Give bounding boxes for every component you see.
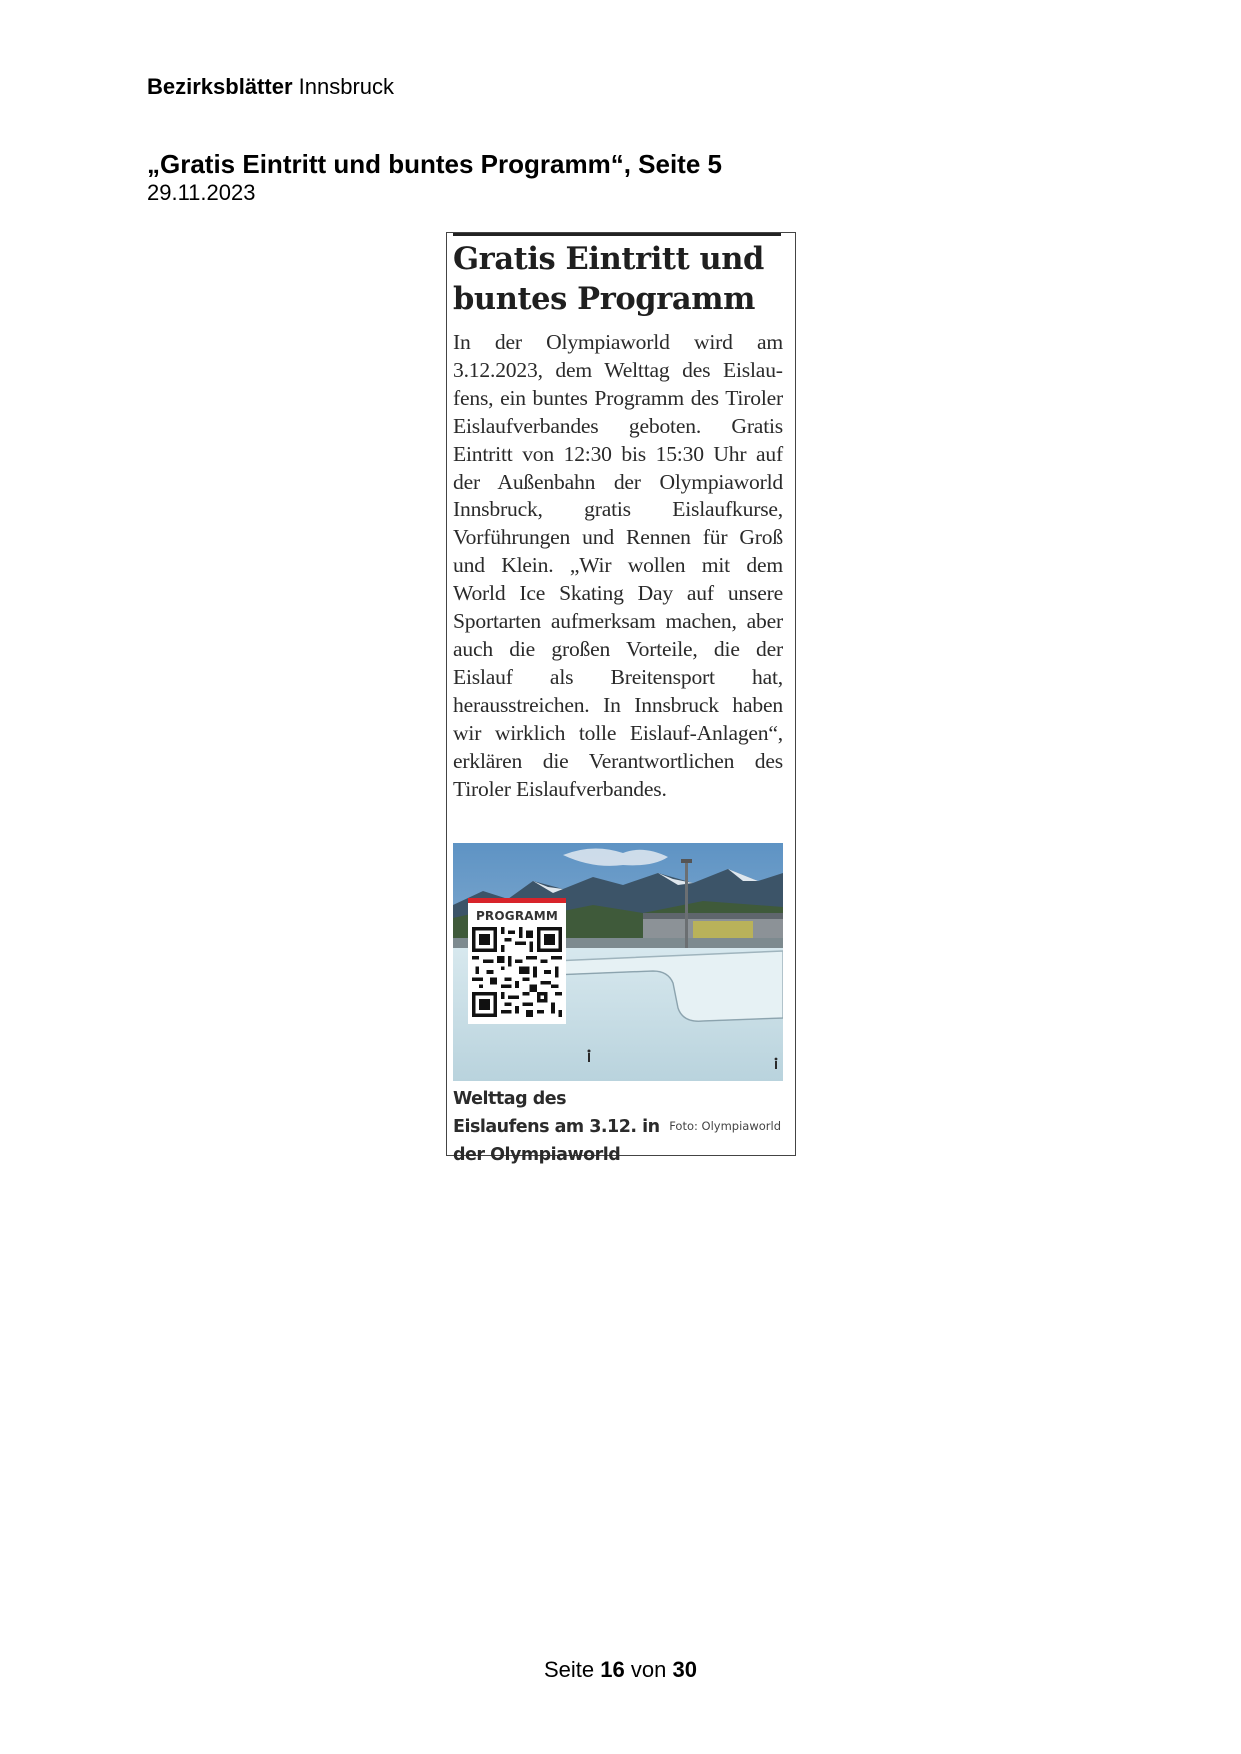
ice-rink-photo [453, 843, 783, 1081]
newspaper-clipping [446, 232, 796, 1165]
footer-prefix: Seite [544, 1657, 595, 1682]
publication-name: Bezirksblätter [147, 74, 293, 99]
publication-region: Innsbruck [298, 74, 395, 99]
headline-line-1: Gratis Eintritt und [453, 241, 764, 277]
photo-credit: Foto: Olympiaworld [669, 1119, 781, 1133]
photo-caption: Welttag des Eislaufens am 3.12. in der Olympiaworld [453, 1089, 660, 1165]
headline-line-2: buntes Programm [453, 281, 756, 317]
publication-source [147, 73, 394, 101]
programm-label: PROGRAMM [475, 909, 559, 923]
page-footer [0, 1656, 1241, 1684]
clipping-body-text: In der Olympiaworld wird am 3.12.2023, dem Welttag des Eislaufens, ein buntes Programm des Tiroler Eislaufverbandes geboten. Gratis Eintritt von 12:30 bis 15:30 Uhr auf der Außenbahn der Olympiaworld Innsbruck, gratis Eislaufkurse, Vorführungen und Rennen für Groß und Klein. „Wir wollen mit dem World Ice Skating Day auf unsere Sportarten aufmerksam machen, aber auch die großen Vorteile, die der Eislauf als Breitensport hat, herausstreichen. In Innsbruck haben wir wirklich tolle Eislauf-Anlagen“, erklären die Verantwortlichen des Tiroler Eislaufverbandes. [453, 330, 783, 801]
footer-middle: von [630, 1657, 667, 1682]
qr-code-icon [472, 927, 562, 1017]
clipping-top-rule [453, 233, 781, 236]
footer-current-page: 16 [600, 1657, 625, 1682]
clipping-headline [453, 239, 783, 319]
article-reference-title: „Gratis Eintritt und buntes Programm“, Seite 5 [147, 149, 722, 179]
programm-qr-badge [468, 898, 566, 1024]
article-date: 29.11.2023 [147, 180, 256, 205]
footer-total-pages: 30 [672, 1657, 697, 1682]
